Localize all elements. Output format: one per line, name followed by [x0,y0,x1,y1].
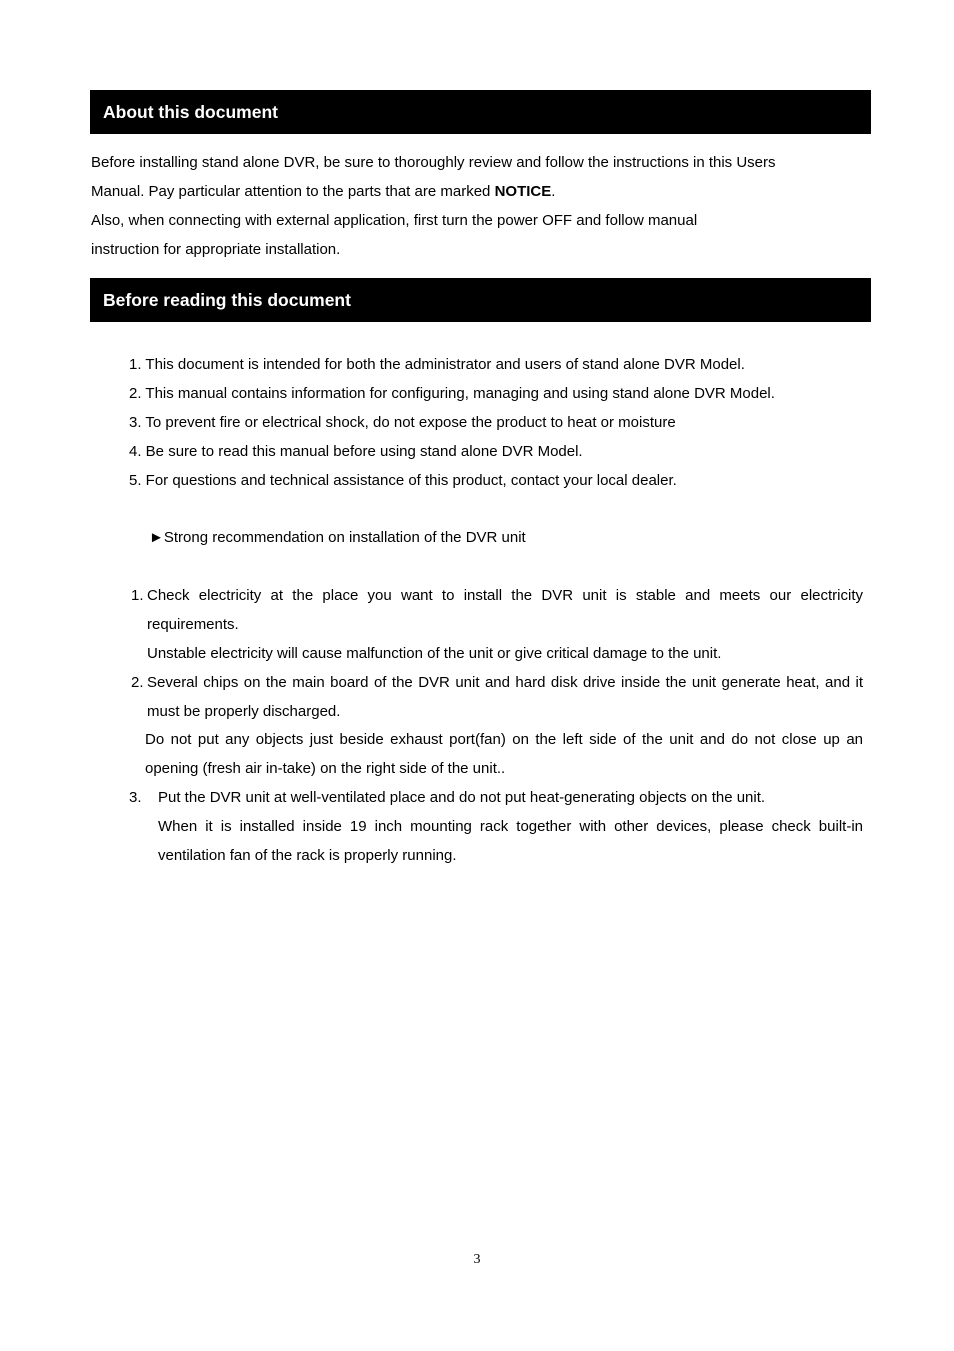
about-line-2-text: Manual. Pay particular attention to the parts that are marked [91,183,495,200]
section-header-about: About this document [90,90,871,134]
reading-notes-list [129,350,869,495]
about-line-4: instruction for appropriate installation. [91,241,341,258]
list-item: 3. To prevent fire or electrical shock, do not expose the product to heat or moisture [129,414,676,431]
about-line-2 [91,177,863,206]
recommendation-3-text: Put the DVR unit at well-ventilated place and do not put heat-generating objects on the unit. [158,789,766,806]
page-number: 3 [473,1252,481,1267]
recommendation-1-number: 1. [131,587,144,604]
list-item: 2. This manual contains information for configuring, managing and using stand alone DVR Model. [129,385,775,402]
recommendation-3-note: When it is installed inside 19 inch mounting rack together with other devices, please check built-in ventilation fan of the rack is properly running. [158,818,863,864]
list-item: 5. For questions and technical assistance of this product, contact your local dealer. [129,472,677,489]
about-line-3: Also, when connecting with external application, first turn the power OFF and follow manual [91,212,698,229]
about-line-2-end: . [551,183,556,200]
list-item: 4. Be sure to read this manual before using stand alone DVR Model. [129,443,583,460]
list-item: 1. This document is intended for both the administrator and users of stand alone DVR Model. [129,356,745,373]
section-header-before-reading: Before reading this document [90,278,871,322]
recommendation-1-text: Check electricity at the place you want to install the DVR unit is stable and meets our electricity requirements. [147,587,863,633]
notice-label: NOTICE [494,183,552,200]
recommendation-2-note: Do not put any objects just beside exhaust port(fan) on the left side of the unit and do not close up an opening (fresh air in-take) on the right side of the unit.. [145,731,863,777]
recommendation-1-note: Unstable electricity will cause malfunction of the unit or give critical damage to the unit. [147,645,722,662]
recommendation-2-number: 2. [131,674,144,691]
recommendation-2-text: Several chips on the main board of the DVR unit and hard disk drive inside the unit generate heat, and it must be properly discharged. [147,674,863,720]
recommendation-3-number: 3. [129,789,142,806]
about-line-1: Before installing stand alone DVR, be sure to thoroughly review and follow the instructions in this Users [91,154,776,171]
about-paragraph [91,148,863,264]
recommendation-heading: ►Strong recommendation on installation of the DVR unit [149,529,526,546]
